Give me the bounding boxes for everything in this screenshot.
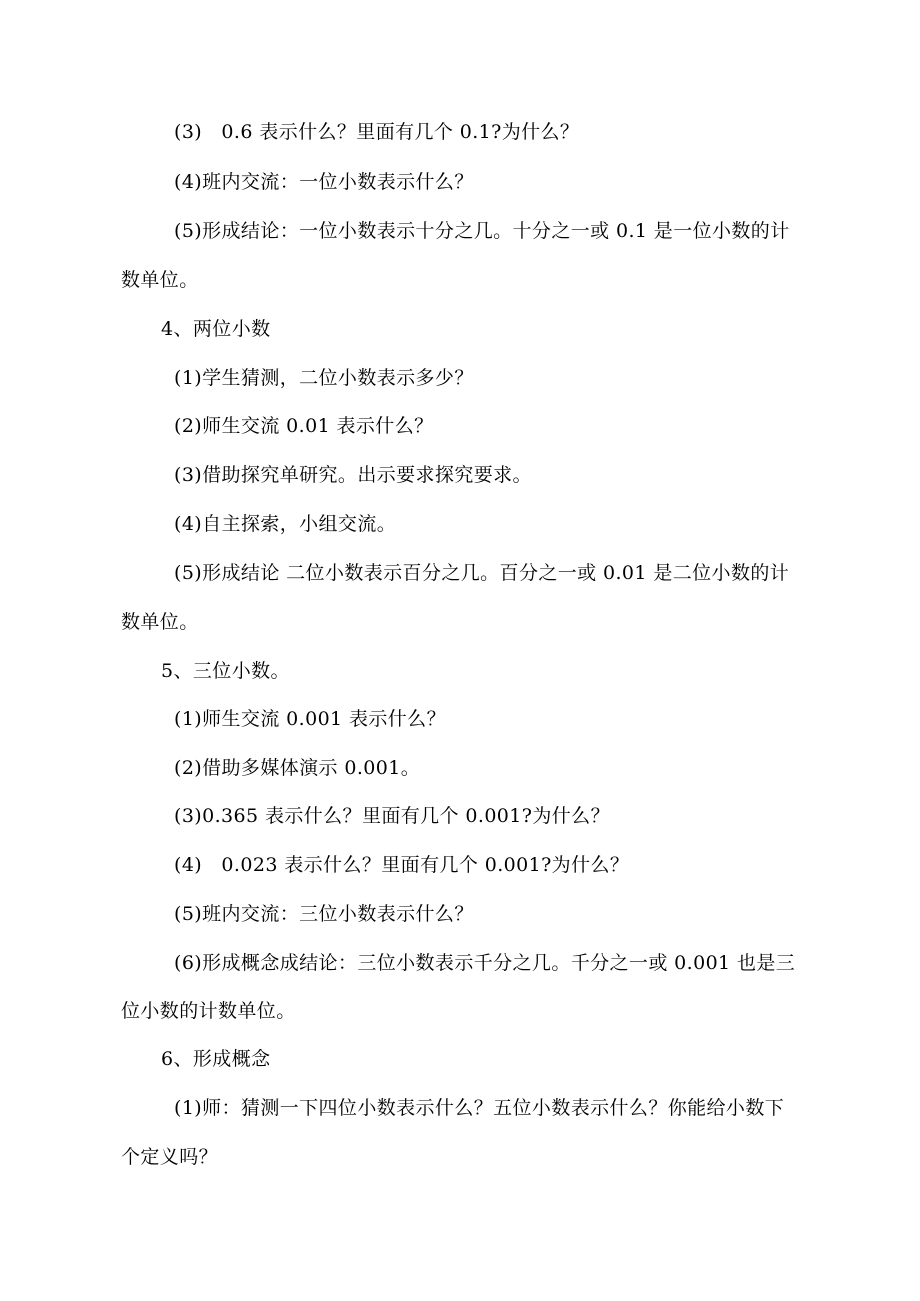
paragraph-line: (2)借助多媒体演示 0.001。 xyxy=(174,757,421,779)
paragraph-line: (4) 0.023 表示什么？里面有几个 0.001?为什么？ xyxy=(174,854,630,876)
paragraph-line: 数单位。 xyxy=(121,611,199,633)
paragraph-line: (1)师生交流 0.001 表示什么？ xyxy=(174,708,446,730)
paragraph-line: (1)学生猜测，二位小数表示多少？ xyxy=(174,367,474,389)
paragraph-line: (4)班内交流：一位小数表示什么？ xyxy=(174,171,474,193)
paragraph-line: (5)班内交流：三位小数表示什么？ xyxy=(174,903,474,925)
paragraph-line: (3)借助探究单研究。出示要求探究要求。 xyxy=(174,464,532,486)
paragraph-line: (3)0.365 表示什么？里面有几个 0.001?为什么？ xyxy=(174,805,610,827)
paragraph-line: 数单位。 xyxy=(121,269,199,291)
paragraph-line: 个定义吗？ xyxy=(121,1146,219,1168)
paragraph-line: (6)形成概念成结论：三位小数表示千分之几。千分之一或 0.001 也是三 xyxy=(174,952,796,974)
paragraph-line: (1)师：猜测一下四位小数表示什么？五位小数表示什么？你能给小数下 xyxy=(174,1097,785,1119)
paragraph-line: (5)形成结论：一位小数表示十分之几。十分之一或 0.1 是一位小数的计 xyxy=(174,220,790,242)
paragraph-line: 位小数的计数单位。 xyxy=(121,1000,296,1022)
paragraph-line: (5)形成结论 二位小数表示百分之几。百分之一或 0.01 是二位小数的计 xyxy=(174,562,790,584)
paragraph-line: (4)自主探索，小组交流。 xyxy=(174,513,397,535)
section-heading: 6、形成概念 xyxy=(161,1048,271,1070)
section-heading: 5、三位小数。 xyxy=(161,660,290,682)
paragraph-line: (2)师生交流 0.01 表示什么？ xyxy=(174,415,434,437)
section-heading: 4、两位小数 xyxy=(161,318,271,340)
paragraph-line: (3) 0.6 表示什么？里面有几个 0.1?为什么？ xyxy=(174,121,580,143)
